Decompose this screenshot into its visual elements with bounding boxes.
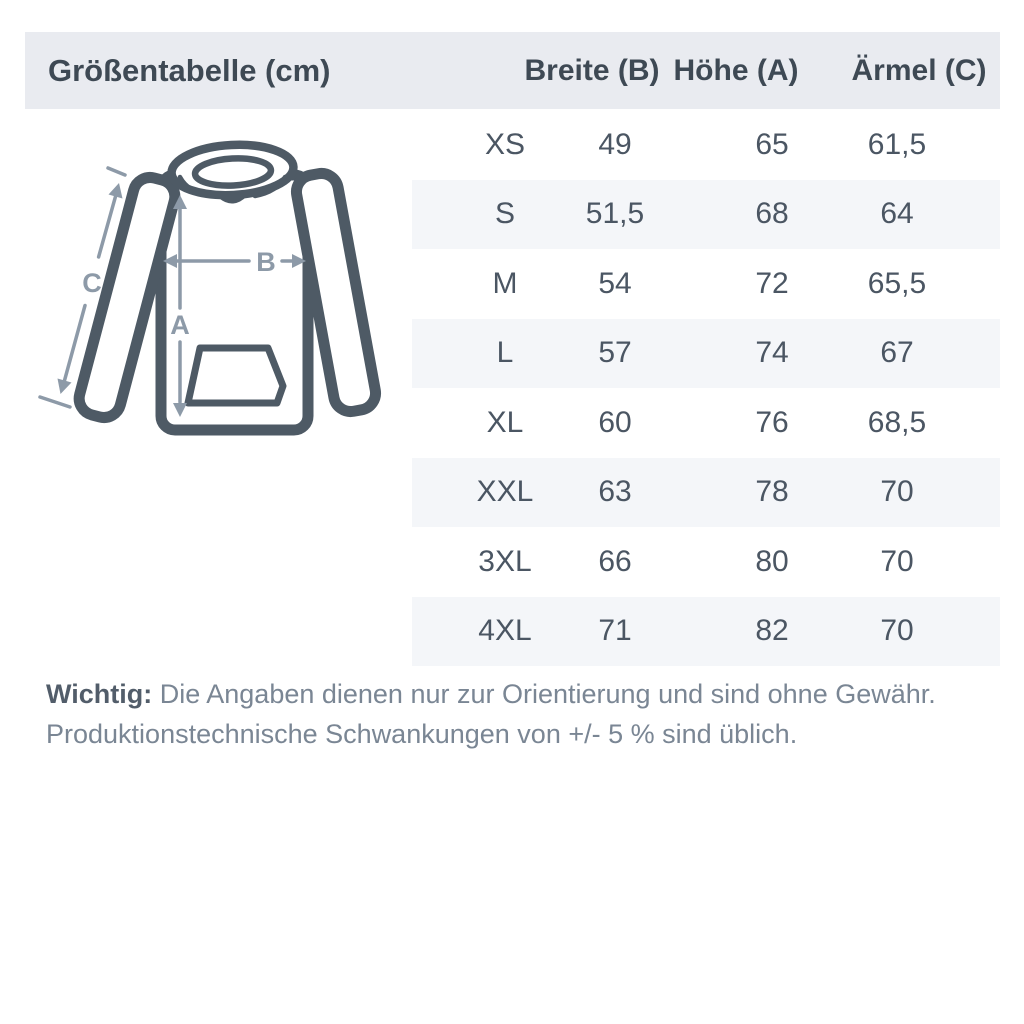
sleeve-tick-top xyxy=(108,168,125,175)
hoodie-pocket xyxy=(188,348,283,403)
hoehe-value: 80 xyxy=(755,544,789,578)
label-B: B xyxy=(256,247,276,277)
breite-value: 63 xyxy=(598,475,632,509)
breite-value: 57 xyxy=(598,336,632,370)
hoodie-hood-inner xyxy=(194,157,271,188)
table-row xyxy=(412,180,1000,250)
table-row xyxy=(412,597,1000,667)
aermel-value: 70 xyxy=(880,475,914,509)
hoehe-value: 74 xyxy=(755,336,789,370)
size-label: M xyxy=(492,266,518,300)
label-C: C xyxy=(82,268,102,298)
note-important-label: Wichtig: xyxy=(46,679,153,709)
disclaimer-note xyxy=(46,674,986,754)
breite-value: 54 xyxy=(598,266,632,300)
aermel-value: 65,5 xyxy=(867,266,927,300)
column-header-breite: Breite (B) xyxy=(524,53,660,87)
breite-value: 66 xyxy=(598,544,632,578)
hoehe-value: 72 xyxy=(755,266,789,300)
breite-value: 49 xyxy=(598,127,632,161)
size-label: S xyxy=(494,197,516,231)
page-title: Größentabelle (cm) xyxy=(48,52,331,88)
aermel-value: 68,5 xyxy=(867,405,927,439)
breite-value: 71 xyxy=(598,614,632,648)
sleeve-tick-bottom xyxy=(40,397,70,407)
size-table xyxy=(412,110,1000,666)
table-row xyxy=(412,249,1000,319)
aermel-value: 70 xyxy=(880,544,914,578)
hoehe-value: 65 xyxy=(755,127,789,161)
label-A: A xyxy=(170,310,190,340)
hoodie-illustration xyxy=(30,130,410,460)
breite-value: 51,5 xyxy=(585,197,645,231)
hoehe-value: 82 xyxy=(755,614,789,648)
note-line-2: Produktionstechnische Schwankungen von +/- 5 % sind üblich. xyxy=(46,719,798,749)
size-label: 3XL xyxy=(478,544,532,578)
hoehe-value: 78 xyxy=(755,475,789,509)
aermel-value: 64 xyxy=(880,197,914,231)
aermel-value: 70 xyxy=(880,614,914,648)
size-label: XL xyxy=(486,405,524,439)
aermel-value: 67 xyxy=(880,336,914,370)
note-line-1 xyxy=(46,674,986,714)
size-label: L xyxy=(496,336,514,370)
size-label: 4XL xyxy=(478,614,532,648)
table-row xyxy=(412,527,1000,597)
table-row xyxy=(412,110,1000,180)
size-label: XS xyxy=(484,127,526,161)
table-row xyxy=(412,319,1000,389)
header-bar xyxy=(25,32,1000,109)
hoehe-value: 76 xyxy=(755,405,789,439)
size-label: XXL xyxy=(476,475,534,509)
table-row xyxy=(412,458,1000,528)
note-line1-text: Die Angaben dienen nur zur Orientierung und sind ohne Gewähr. xyxy=(152,679,936,709)
table-row xyxy=(412,388,1000,458)
aermel-value: 61,5 xyxy=(867,127,927,161)
hoehe-value: 68 xyxy=(755,197,789,231)
column-header-aermel: Ärmel (C) xyxy=(851,53,987,87)
breite-value: 60 xyxy=(598,405,632,439)
column-header-hoehe: Höhe (A) xyxy=(673,53,799,87)
